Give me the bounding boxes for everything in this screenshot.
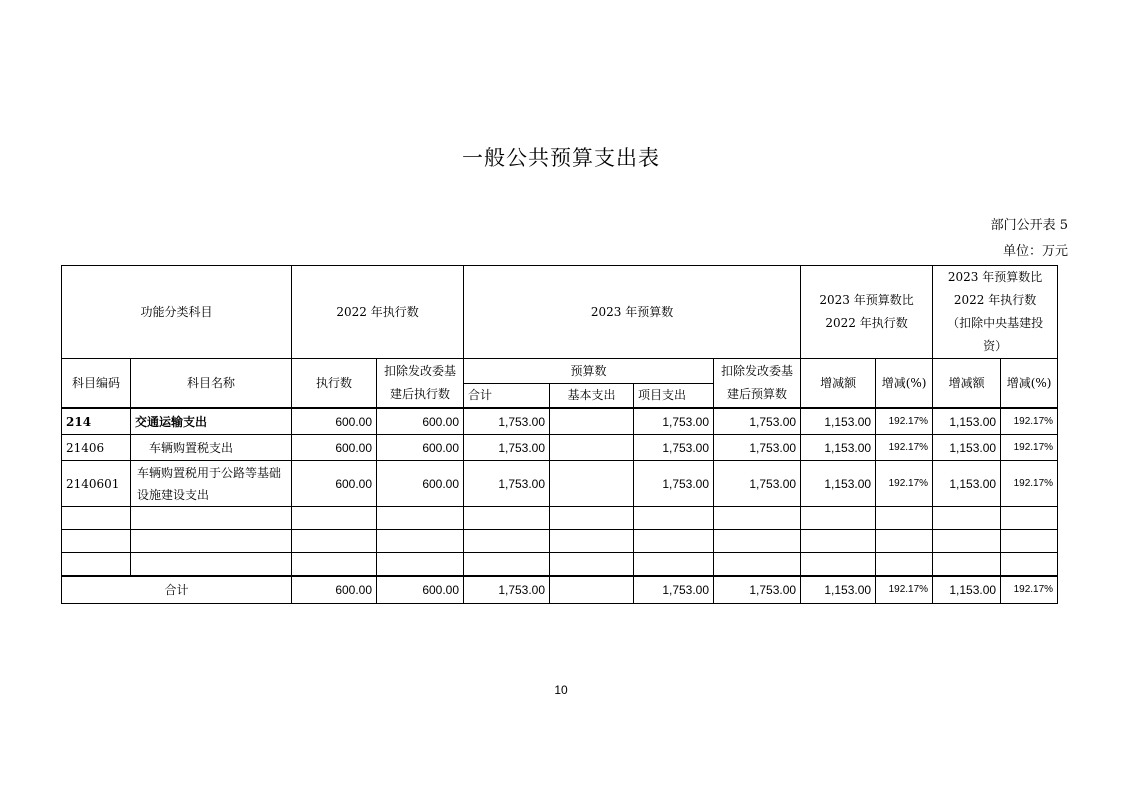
header-compare-excl: 2023 年预算数比 2022 年执行数（扣除中央基建投资） (933, 266, 1058, 359)
empty-cell (801, 553, 876, 577)
header-exec: 执行数 (292, 359, 377, 409)
total-row (62, 576, 1058, 604)
total-exec: 600.00 (292, 576, 377, 604)
row-budget-excl: 1,753.00 (714, 435, 801, 461)
empty-cell (876, 507, 933, 530)
empty-cell (933, 507, 1001, 530)
row-inc-amt-2: 1,153.00 (933, 408, 1001, 435)
empty-cell (292, 530, 377, 553)
row-inc-amt: 1,153.00 (801, 408, 876, 435)
total-label: 合计 (62, 576, 292, 604)
row-name: 车辆购置税用于公路等基础设施建设支出 (131, 461, 292, 507)
total-inc-pct: 192.17% (876, 576, 933, 604)
empty-cell (62, 553, 131, 577)
expenditure-table (61, 265, 1058, 604)
total-budget-excl: 1,753.00 (714, 576, 801, 604)
row-budget-excl: 1,753.00 (714, 408, 801, 435)
row-project: 1,753.00 (634, 435, 714, 461)
empty-row (62, 507, 1058, 530)
total-inc-amt-2: 1,153.00 (933, 576, 1001, 604)
row-inc-amt-2: 1,153.00 (933, 461, 1001, 507)
row-inc-pct-2: 192.17% (1001, 408, 1058, 435)
empty-cell (464, 530, 550, 553)
row-project: 1,753.00 (634, 408, 714, 435)
header-budget-excl: 扣除发改委基建后预算数 (714, 359, 801, 409)
empty-cell (131, 530, 292, 553)
empty-cell (714, 507, 801, 530)
row-code: 214 (62, 408, 131, 435)
page-number: 10 (554, 683, 568, 697)
row-inc-amt: 1,153.00 (801, 435, 876, 461)
empty-cell (876, 530, 933, 553)
empty-cell (1001, 530, 1058, 553)
unit-label: 单位：万元 (1002, 244, 1068, 259)
empty-cell (933, 530, 1001, 553)
row-basic (550, 408, 634, 435)
table-row (62, 461, 1058, 507)
header-inc-amt-2: 增减额 (933, 359, 1001, 409)
empty-cell (550, 553, 634, 577)
row-total: 1,753.00 (464, 408, 550, 435)
row-name: 交通运输支出 (131, 408, 292, 435)
empty-row (62, 530, 1058, 553)
table-row (62, 435, 1058, 461)
empty-cell (464, 553, 550, 577)
header-inc-amt: 增减额 (801, 359, 876, 409)
header-code: 科目编码 (62, 359, 131, 409)
empty-cell (933, 553, 1001, 577)
row-exec-excl: 600.00 (377, 461, 464, 507)
row-inc-amt: 1,153.00 (801, 461, 876, 507)
empty-cell (550, 530, 634, 553)
row-code: 2140601 (62, 461, 131, 507)
page-title: 一般公共预算支出表 (462, 146, 660, 170)
empty-cell (377, 507, 464, 530)
empty-cell (801, 530, 876, 553)
row-total: 1,753.00 (464, 435, 550, 461)
row-code: 21406 (62, 435, 131, 461)
row-exec: 600.00 (292, 435, 377, 461)
row-name: 车辆购置税支出 (131, 435, 292, 461)
empty-row (62, 553, 1058, 577)
empty-cell (292, 507, 377, 530)
row-basic (550, 435, 634, 461)
header-exec-2022: 2022 年执行数 (292, 266, 464, 359)
row-project: 1,753.00 (634, 461, 714, 507)
header-compare-2022: 2023 年预算数比 2022 年执行数 (801, 266, 933, 359)
empty-cell (292, 553, 377, 577)
row-inc-amt-2: 1,153.00 (933, 435, 1001, 461)
header-row-1 (62, 266, 1058, 359)
header-basic: 基本支出 (550, 384, 634, 409)
empty-cell (634, 553, 714, 577)
row-total: 1,753.00 (464, 461, 550, 507)
empty-cell (464, 507, 550, 530)
form-number: 部门公开表 5 (990, 218, 1068, 233)
row-inc-pct: 192.17% (876, 408, 933, 435)
empty-cell (1001, 507, 1058, 530)
empty-cell (131, 507, 292, 530)
total-inc-pct-2: 192.17% (1001, 576, 1058, 604)
empty-cell (62, 507, 131, 530)
header-total: 合计 (464, 384, 550, 409)
row-exec-excl: 600.00 (377, 435, 464, 461)
header-row-2 (62, 359, 1058, 384)
header-project: 项目支出 (634, 384, 714, 409)
empty-cell (377, 553, 464, 577)
empty-cell (714, 553, 801, 577)
row-inc-pct-2: 192.17% (1001, 435, 1058, 461)
row-exec-excl: 600.00 (377, 408, 464, 435)
header-exec-excl: 扣除发改委基建后执行数 (377, 359, 464, 409)
empty-cell (634, 507, 714, 530)
header-func-class: 功能分类科目 (62, 266, 292, 359)
row-exec: 600.00 (292, 408, 377, 435)
row-inc-pct: 192.17% (876, 435, 933, 461)
total-exec-excl: 600.00 (377, 576, 464, 604)
empty-cell (801, 507, 876, 530)
empty-cell (714, 530, 801, 553)
total-total: 1,753.00 (464, 576, 550, 604)
total-basic (550, 576, 634, 604)
row-budget-excl: 1,753.00 (714, 461, 801, 507)
empty-cell (131, 553, 292, 577)
row-inc-pct: 192.17% (876, 461, 933, 507)
empty-cell (634, 530, 714, 553)
row-exec: 600.00 (292, 461, 377, 507)
header-budget: 预算数 (464, 359, 714, 384)
empty-cell (876, 553, 933, 577)
empty-cell (377, 530, 464, 553)
empty-cell (550, 507, 634, 530)
empty-cell (62, 530, 131, 553)
total-project: 1,753.00 (634, 576, 714, 604)
empty-cell (1001, 553, 1058, 577)
row-basic (550, 461, 634, 507)
header-inc-pct-2: 增减(%) (1001, 359, 1058, 409)
header-name: 科目名称 (131, 359, 292, 409)
row-inc-pct-2: 192.17% (1001, 461, 1058, 507)
header-inc-pct: 增减(%) (876, 359, 933, 409)
total-inc-amt: 1,153.00 (801, 576, 876, 604)
table-row (62, 408, 1058, 435)
header-budget-2023: 2023 年预算数 (464, 266, 801, 359)
